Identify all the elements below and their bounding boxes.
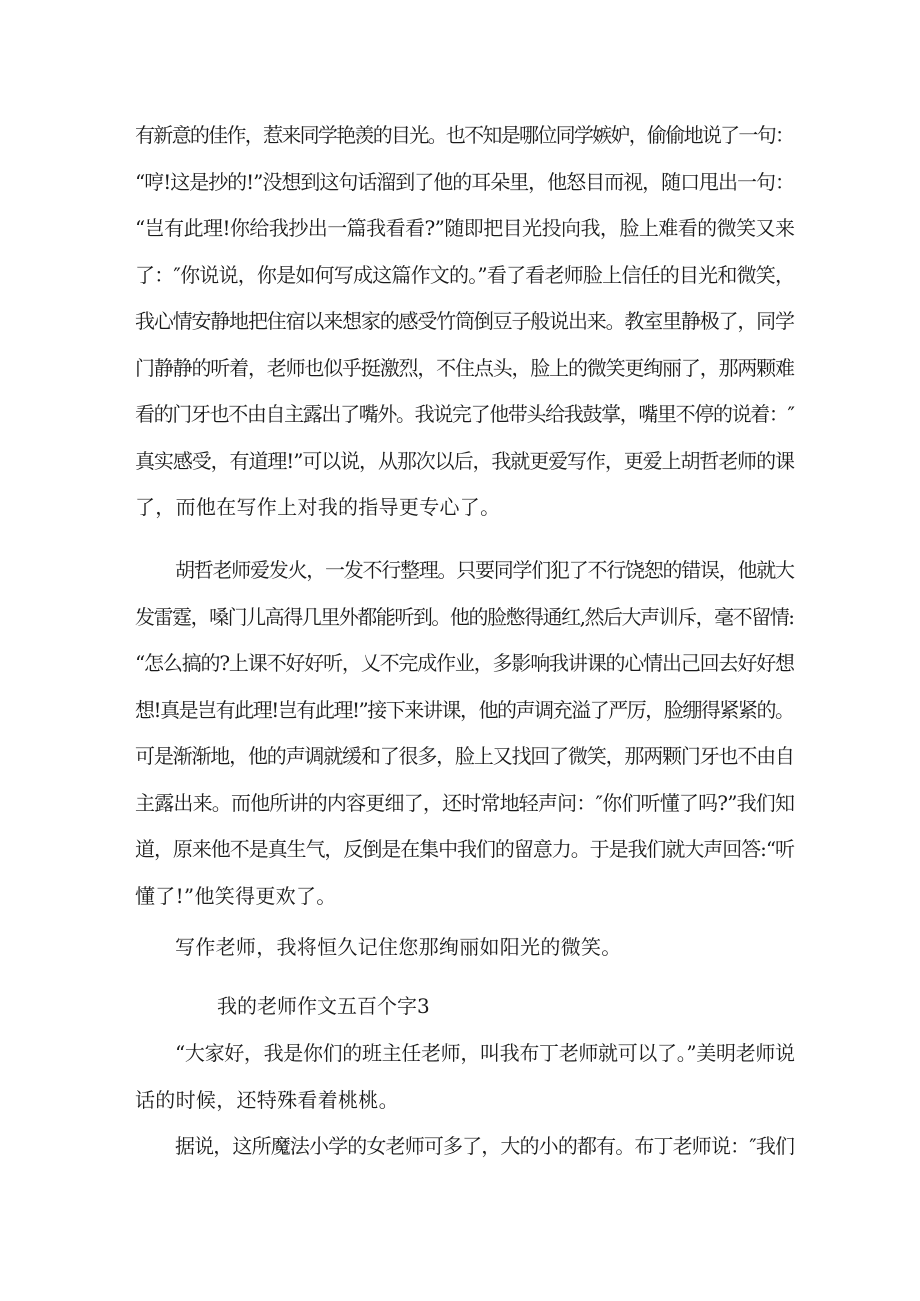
text-line: 据说，这所魔法小学的女老师可多了，大的小的都有。布丁老师说：″我们 — [175, 1134, 795, 1158]
paragraph-4 — [135, 1030, 795, 1123]
text-line: 可是渐渐地，他的声调就缓和了很多，脸上又找回了微笑，那两颗门牙也不由自 — [135, 744, 794, 768]
section-heading: 我的老师作文五百个字3 — [217, 994, 430, 1018]
paragraph-3 — [135, 924, 795, 971]
paragraph-5 — [135, 1123, 795, 1170]
text-line: “大家好，我是你们的班主任老师，叫我布丁老师就可以了。”美明老师说 — [175, 1041, 795, 1065]
text-line: “怎么搞的?上课不好好听，乂不完成作业，多影响我讲课的心情出己回去好好想 — [135, 651, 794, 675]
text-line: 了：″你说说，你是如何写成这篇作文的。”看了看老师脸上信任的目光和微笑， — [135, 262, 795, 287]
text-line: 真实感受，有道理!”可以说，从那次以后，我就更爱写作，更爱上胡哲老师的课 — [135, 448, 794, 473]
text-line: 了，而他在写作上对我的指导更专心了。 — [135, 495, 501, 519]
text-line: 主露出来。而他所讲的内容更细了，还时常地轻声问：″你们听懂了吗?”我们知 — [135, 790, 795, 815]
text-line: 道，原来他不是真生气，反倒是在集中我们的留意力。于是我们就大声回答:“听 — [135, 837, 794, 861]
text-line: 发雷霆，嗓门儿高得几里外都能听到。他的脸憋得通红,然后大声训斥，毫不留情: — [135, 604, 794, 629]
text-line: 有新意的佳作，惹来同学艳羡的目光。也不知是哪位同学嫉妒，偷偷地说了一句： — [135, 123, 794, 147]
paragraph-2 — [135, 547, 795, 919]
text-line: 胡哲老师爱发火，一发不行整理。只要同学们犯了不行饶恕的错误，他就大 — [175, 558, 794, 582]
text-line: 想!真是岂有此理!岂有此理!”接下来讲课，他的声调充溢了严厉，脸绷得紧紧的。 — [135, 697, 794, 722]
text-line: 话的时候，还特殊看着桃桃。 — [135, 1087, 399, 1112]
text-line: 看的门牙也不由自主露出了嘴外。我说完了他带头给我鼓掌，嘴里不停的说着：″ — [135, 402, 794, 426]
paragraph-1 — [135, 112, 795, 531]
text-line: 写作老师，我将恒久记住您那绚丽如阳光的微笑。 — [175, 935, 622, 959]
text-line: 我心情安静地把住宿以来想家的感受竹筒倒豆子般说出来。教室里静极了，同学 — [135, 309, 794, 333]
text-line: 门静静的听着，老师也似乎挺激烈，不住点头，脸上的微笑更绚丽了，那两颗难 — [135, 355, 794, 380]
text-line: 懂了!”他笑得更欢了。 — [135, 883, 337, 908]
text-line: “哼!这是抄的!”没想到这句话溜到了他的耳朵里，他怒目而视，随口甩出一句： — [135, 169, 794, 194]
text-line: “岂有此理!你给我抄出一篇我看看?”随即把目光投向我，脸上难看的微笑又来 — [135, 216, 795, 240]
